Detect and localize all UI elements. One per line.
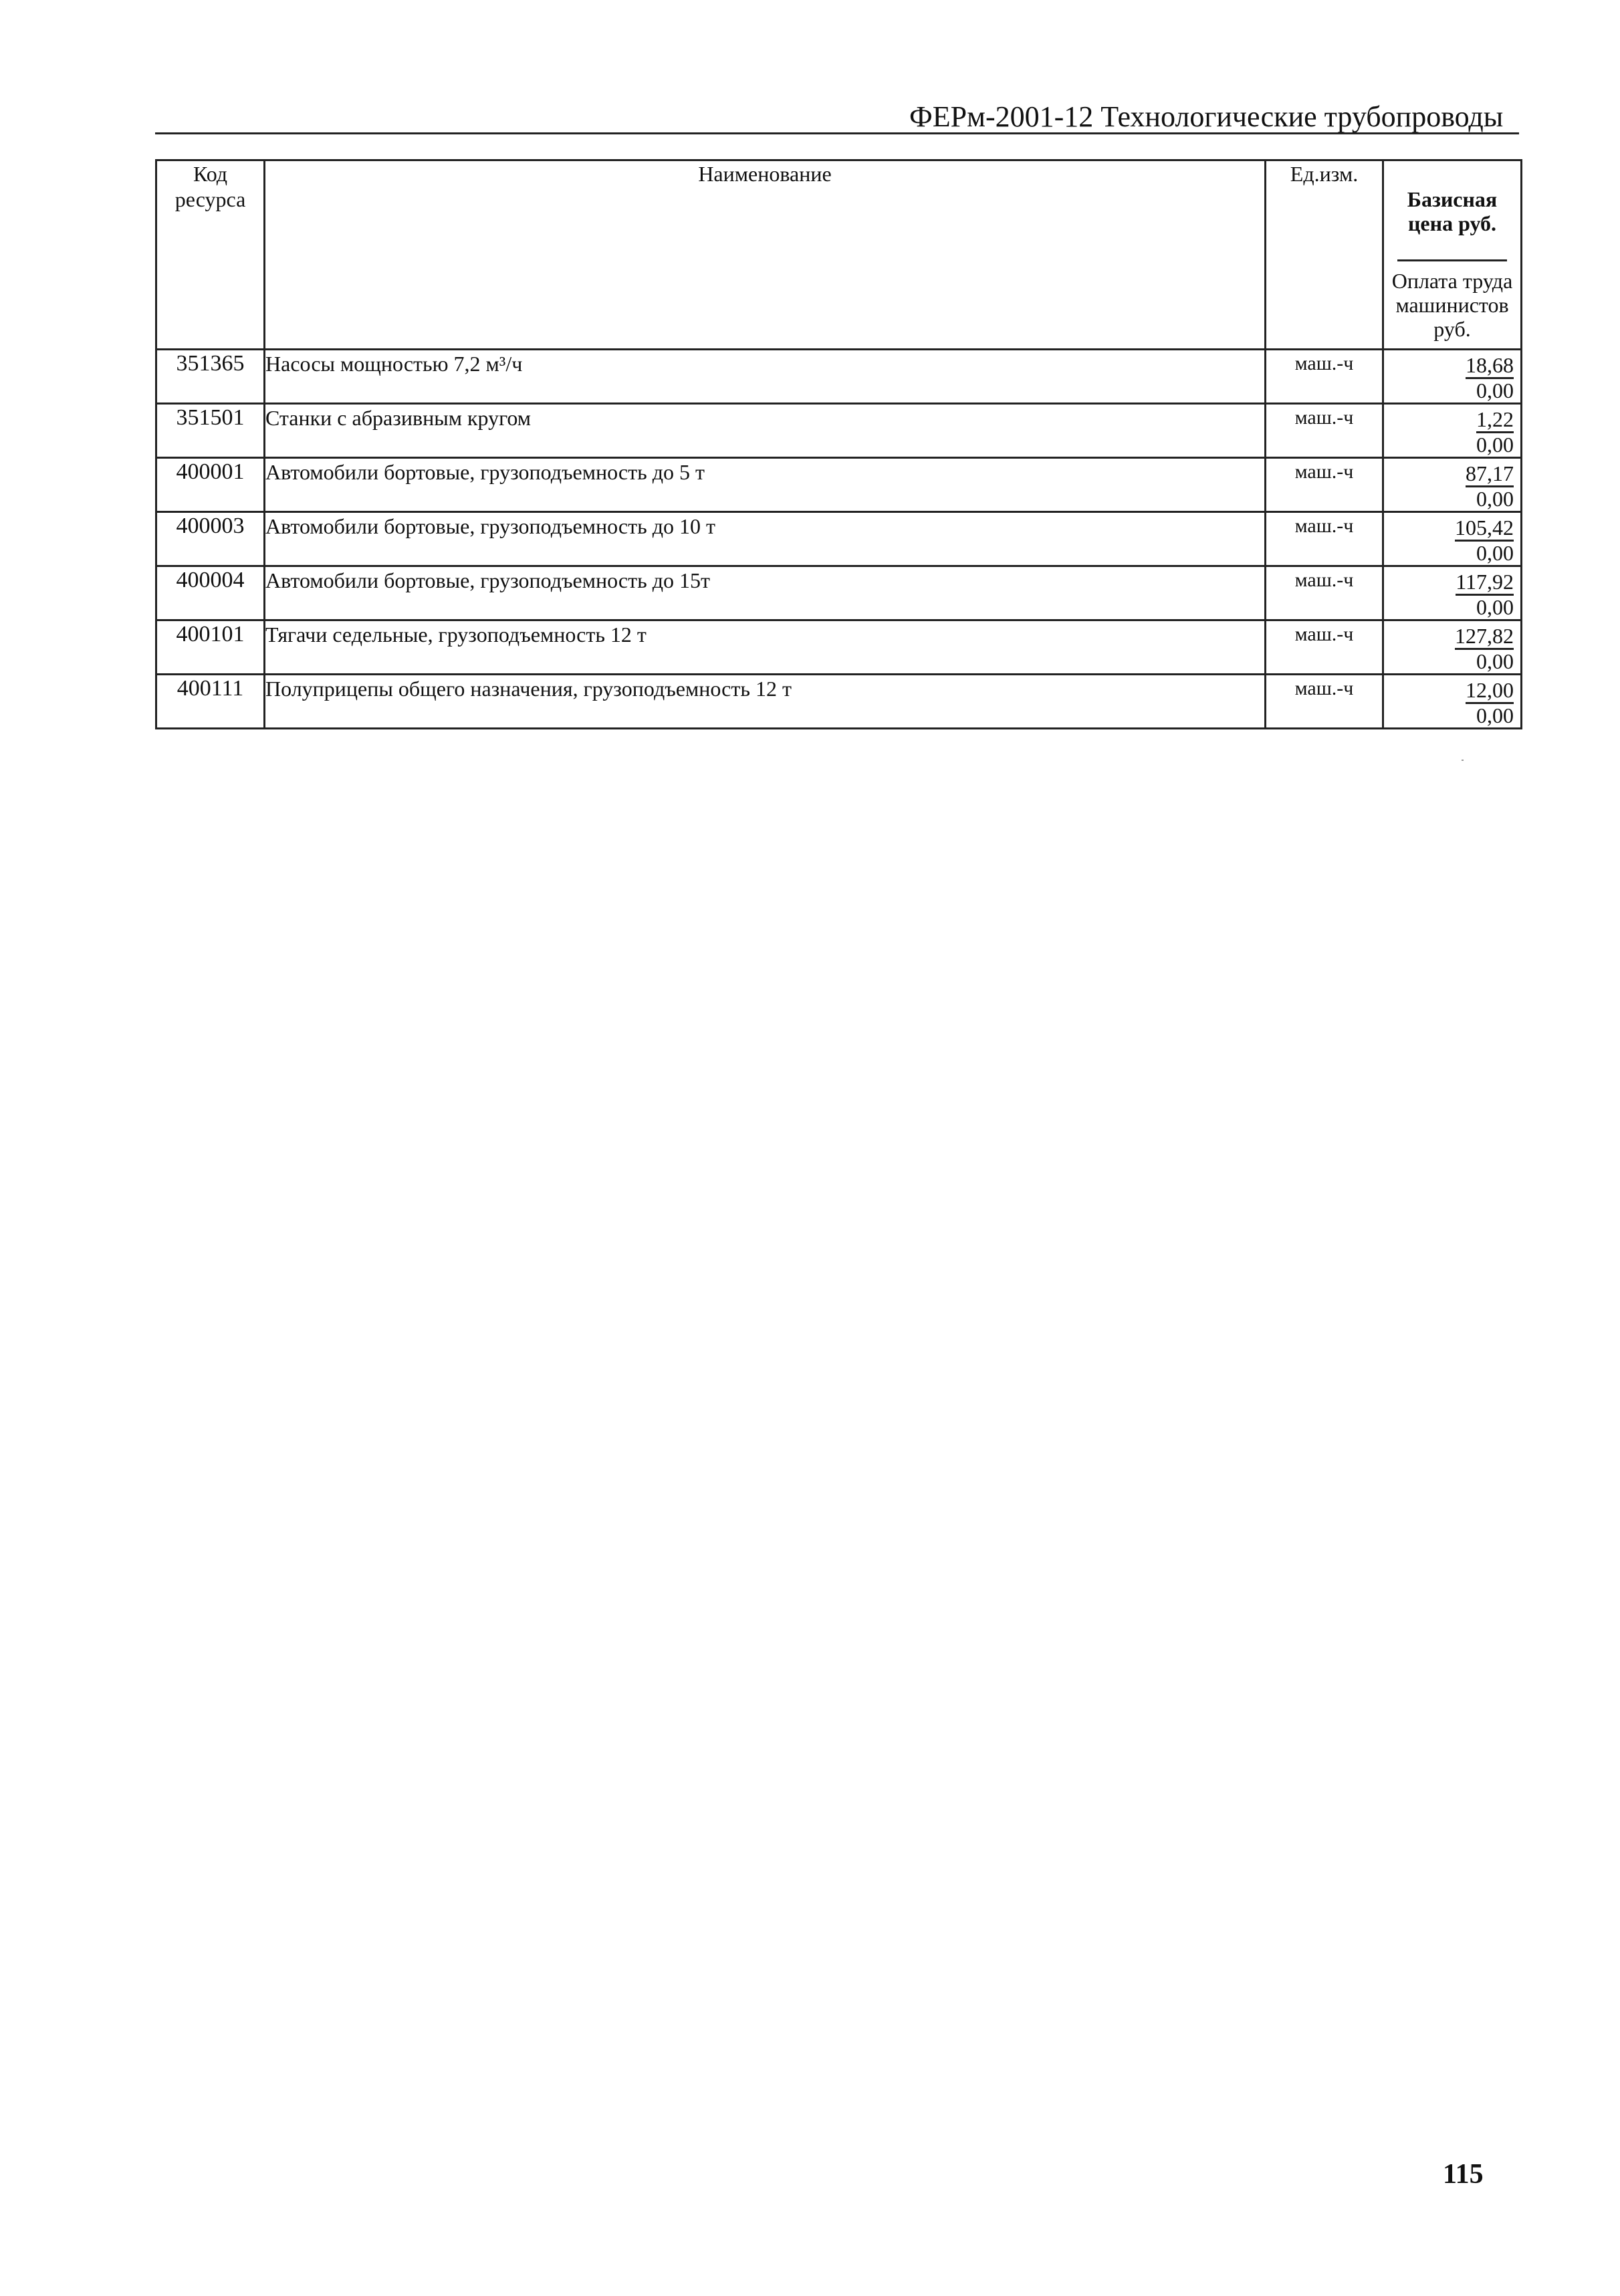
table-row [156,404,1522,458]
resource-unit: маш.-ч [1266,458,1383,512]
document-header-title: ФЕРм-2001-12 Технологические трубопроводы [909,100,1504,133]
wage-value: 0,00 [1476,649,1514,673]
base-price-value: 127,82 [1455,624,1514,650]
table-body [156,350,1522,729]
column-header-code: Код ресурса [156,160,265,350]
resource-price-cell [1383,512,1522,566]
resource-price-cell [1383,404,1522,458]
base-price-value: 117,92 [1456,570,1514,596]
resource-price-cell [1383,566,1522,620]
scan-speck [1462,760,1464,761]
table-row [156,675,1522,729]
resource-name: Насосы мощностью 7,2 м³/ч [265,350,1266,404]
resource-code: 351365 [156,350,265,404]
resource-price-table [155,159,1522,729]
resource-price-cell [1383,675,1522,729]
page-number: 115 [1443,2159,1484,2190]
resource-price-cell [1383,620,1522,675]
column-header-unit: Ед.изм. [1266,160,1383,350]
wage-value: 0,00 [1476,595,1514,619]
column-header-name: Наименование [265,160,1266,350]
wage-value: 0,00 [1476,433,1514,457]
table-row [156,620,1522,675]
resource-code: 400111 [156,675,265,729]
base-price-value: 18,68 [1466,353,1514,379]
header-rule [155,132,1519,134]
resource-unit: маш.-ч [1266,350,1383,404]
resource-code: 400101 [156,620,265,675]
wage-value: 0,00 [1476,541,1514,565]
base-price-value: 1,22 [1476,407,1514,433]
wage-value: 0,00 [1476,378,1514,403]
resource-unit: маш.-ч [1266,566,1383,620]
resource-unit: маш.-ч [1266,512,1383,566]
resource-code: 351501 [156,404,265,458]
resource-name: Автомобили бортовые, грузоподъемность до 5 т [265,458,1266,512]
table-row [156,350,1522,404]
resource-name: Автомобили бортовые, грузоподъемность до 15т [265,566,1266,620]
wage-value: 0,00 [1476,487,1514,511]
resource-unit: маш.-ч [1266,404,1383,458]
resource-name: Станки с абразивным кругом [265,404,1266,458]
resource-code: 400003 [156,512,265,566]
base-price-value: 12,00 [1466,678,1514,704]
column-header-price [1383,160,1522,350]
resource-name: Полуприцепы общего назначения, грузоподъемность 12 т [265,675,1266,729]
price-header-bottom: Оплата труда машинистов руб. [1391,269,1513,341]
resource-name: Автомобили бортовые, грузоподъемность до 10 т [265,512,1266,566]
resource-code: 400004 [156,566,265,620]
wage-value: 0,00 [1476,703,1514,727]
resource-price-cell [1383,350,1522,404]
base-price-value: 87,17 [1466,461,1514,487]
resource-name: Тягачи седельные, грузоподъемность 12 т [265,620,1266,675]
base-price-value: 105,42 [1455,515,1514,542]
resource-unit: маш.-ч [1266,620,1383,675]
resource-unit: маш.-ч [1266,675,1383,729]
resource-code: 400001 [156,458,265,512]
table-row [156,512,1522,566]
resource-price-cell [1383,458,1522,512]
table-row [156,566,1522,620]
table-row [156,458,1522,512]
price-header-top: Базисная цена руб. [1384,161,1520,261]
